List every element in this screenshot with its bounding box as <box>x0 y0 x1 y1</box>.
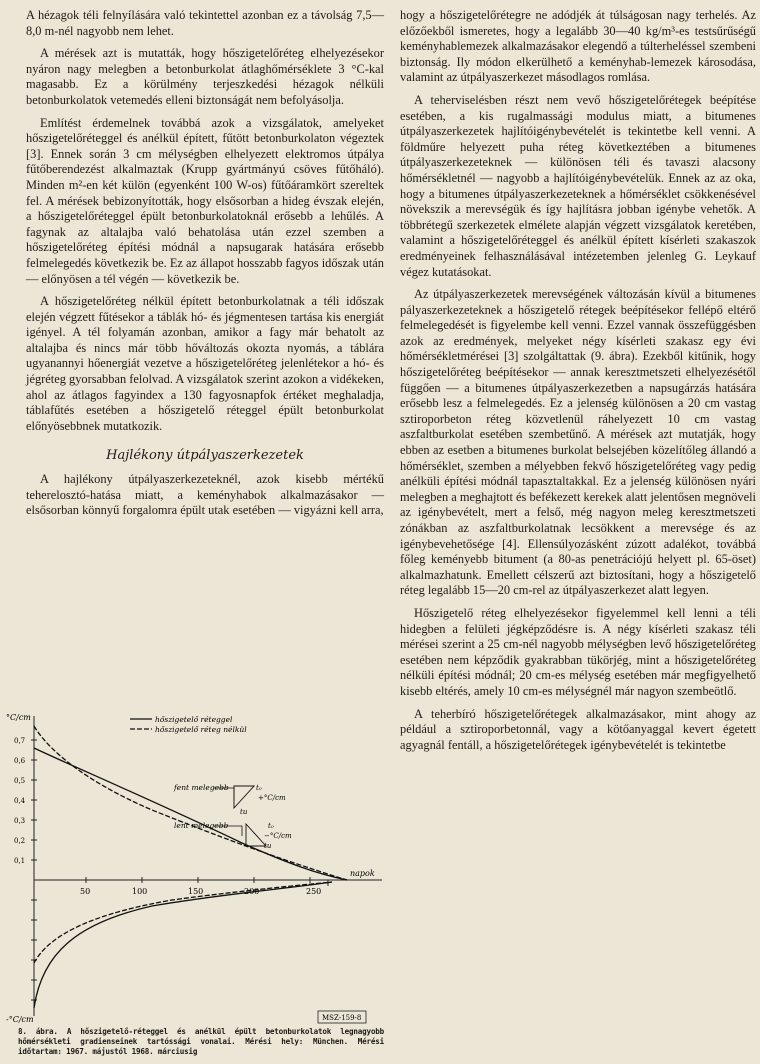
annotation-upper-warmer: fent melegebb <box>174 783 229 792</box>
paragraph: A teherviselésben részt nem vevő hőszigetelőrétegek beépítése esetében, a kis rugalmassági modulus miatt, a bitumenes útpályaszerkezetek hajlítóigénybevételét is tekintetbe kell venni. A földműre helyezett puha réteg következtében a bitumenes útpályaszerkezeteknek — különösen téli és tavaszi alacsony hőmérsékletnél — nagyobb a hajlítóigénybevételük. Ennek az az oka, hogy a bitumenes útpályaszerkezeteknek a hőmérséklet csökkenésével növekszik a merevségük és így hajlításra jobban igénybe vehetők. A többrétegű szerkezetek elmélete alapján végzett vizsgálatok keretében, valamint a hőszigetelőréteggel és anélkül épített kísérleti szakaszok eredményeinek felhasználásával intézetemben jelenleg G. Leykauf végez kutatásokat. <box>400 92 756 279</box>
paragraph: Az útpályaszerkezetek merevségének változásán kívül a bitumenes pályaszerkezeteknek a hőszigetelő rétegek beépítésekor fellépő eltérő felmelegedését is figyelembe kell venni. Ezzel vannak összefüggésben azok az eredmények, melyeket négy kísérleti szakasz egy évi hőmérsékletmérései [3] szolgáltattak (9. ábra). Ezekből kitűnik, hogy hőszigetelőréteg beépítésekor — annak keresztmetszeti elhelyezésétől függően — a bitumenes útpályaszerkezetben a napsugárzás hatására erősebb lesz a felmelegedés. Ez a jelenség különösen a 20 cm vastag sztiroporbeton réteg közvetlenül ráhelyezett 10 cm vastag aszfaltburkolat esetében szembetűnő. A mérések azt mutatják, hogy ebben az esetben a bitumenes burkolat belsejében közelítőleg állandó a hőmérséklet, szemben a mélyebben fekvő hőszigetelőréteg vagy pedig anélküli építési módnál tapasztaltakkal. Ez a jelenség különösen nyári melegben a meghajtott és befékezett kerekek alatt jelentősen megnöveli az igénybevételt, mert a felső, még nagyon meleg keresztmetszeti zónákban az aszfaltburkolatnak lecsökkent a merevsége és az igénybevehetősége [4]. Ellensúlyozásként zúzott adalékot, továbbá főleg keményebb bitument (a 80-as penetrációjú helyett pl. 65-öset) alkalmazhatunk. Emellett célszerű azt biztosítani, hogy a hőszigetelő réteg legalább 15—20 cm-rel az útpályaszerkezet alatt legyen. <box>400 287 756 598</box>
annotation-lower-warmer: lent melegebb <box>174 821 229 830</box>
paragraph: Hőszigetelő réteg elhelyezésekor figyelemmel kell lenni a téli hidegben a felületi jégképződésre is. A négy kísérleti szakasz téli mérései szerint a 25 cm-nél nagyobb mélységben levő hőszigetelőréteg esetében nem képződik gyakrabban tükörjég, mint a hőszigetelőréteg nélküli építési módnál; 20 cm-es mélység esetében már megfigyelhető kisebb eltérés, amely 10 cm-es mélységnél már nagyon szembeötlő. <box>400 605 756 698</box>
section-heading: Hajlékony útpályaszerkezetek <box>106 448 304 464</box>
x-tick-label: 100 <box>132 887 148 896</box>
mark-label: t₀ <box>256 784 262 792</box>
triangle-icon <box>246 824 266 846</box>
mark-label: −°C/cm <box>264 832 292 840</box>
curve-without-insulation-positive <box>34 726 347 880</box>
x-tick-label: 250 <box>306 887 322 896</box>
left-column <box>26 8 384 526</box>
paragraph: Említést érdemelnek továbbá azok a vizsgálatok, amelyeket hőszigetelőréteggel és anélkül épített, fűtött betonburkolaton végeztek [3]. Ennek során 3 cm mélységben elhelyezett elektromos útpálya fűtőberendezést alkalmaztak (Krupp gyártmányú csöves fűtőháló). Minden m²-en két külön (egyenként 100 W-os) fűtőáramkört szereltek fel. A mérések bebizonyították, hogy elsősorban a hideg évszak elején, a hőszigetelőréteggel épült betonburkolatoknál erősebb a lehűlés. A fagynak az altalajba való behatolása után ezzel szemben a hőszigetelőréteg építési módnál a napsugarak hatására erősebb felmelegedés következik be. Ez az állapot hosszabb fagyos időszak után — előnyösen a tél végén — következik be. <box>26 115 384 286</box>
paragraph: A hajlékony útpályaszerkezeteknél, azok kisebb mértékű teherelosztó-hatása miatt, a keményhabok alkalmazásakor — elsősorban könnyű forgalomra épült utak esetében — vigyázni kell arra, <box>26 472 384 518</box>
y-tick-label: 0,3 <box>14 817 26 825</box>
triangle-icon <box>234 786 254 808</box>
right-column <box>400 8 756 760</box>
paragraph: A teherbíró hőszigetelőrétegek alkalmazásakor, mint ahogy az például a sztiroporbetonnál, vagy a kötőanyaggal kevert égetett agyagnál fentáll, a hőszigetelőrétegek igénybevételét is tekintetbe <box>400 706 756 752</box>
paragraph: A hőszigetelőréteg nélkül épített betonburkolatnak a téli időszak elején végzett fűtésekor a táblák hó- és jégmentesen tartása kis energiát igényel. A tél folyamán azonban, amikor a fagy már behatolt az altalajba és nincs már több hőváltozás okozta nyomás, a táblára ugyanannyi hőenergiát vezetve a hőszigetelőréteg jelenlétekor a hó- és jégréteg gyorsabban felolvad. A vizsgálatok szerint azokon a vidékeken, ahol az átlagos fagyindex a 130 fagyosnapfok értéket meghaladja, táblafűtés esetében a hőszigetelő réteggel épült betonburkolat előnyösebbnek mutatkozik. <box>26 294 384 433</box>
figure-caption: 8. ábra. A hőszigetelő-réteggel és anélkül épült betonburkolatok legnagyobb hőmérsékleti gradienseinek tartóssági vonalai. Mérési hely: München. Mérési időtartam: 1967. májustól 1968. márciusig <box>18 1027 384 1056</box>
paragraph: A mérések azt is mutatták, hogy hőszigetelőréteg elhelyezésekor nyáron nagy melegben a betonburkolat átlaghőmérséklete 3 °C-kal magasabb. Ez a körülmény terjeszkedési hézagok nélküli betonburkolatok vetemedés elleni biztonságát nem befolyásolja. <box>26 46 384 107</box>
y-tick-label: 0,1 <box>14 857 26 865</box>
x-tick-label: 150 <box>188 887 204 896</box>
y-axis-label: °C/cm <box>6 713 31 722</box>
y-tick-label: 0,2 <box>14 837 26 845</box>
figure-stamp-text: MSZ-159-8 <box>322 1014 362 1022</box>
y-tick-label: 0,4 <box>14 797 26 805</box>
mark-label: t₀ <box>268 822 274 830</box>
y-tick-label: 0,7 <box>14 737 26 745</box>
legend-label: hőszigetelő réteggel <box>155 715 233 724</box>
mark-label: +°C/cm <box>258 794 286 802</box>
x-axis-unit: napok <box>350 869 375 878</box>
legend-label: hőszigetelő réteg nélkül <box>155 725 247 734</box>
curve-with-insulation-negative <box>34 882 332 1008</box>
figure-8 <box>2 708 386 1026</box>
y-tick-label: 0,6 <box>14 757 26 765</box>
paragraph: hogy a hőszigetelőrétegre ne adódjék át túlságosan nagy terhelés. Az előzőekből ismeretes, hogy a legalább 30—40 kg/m³-es testsűrűségű keményhablemezek alkalmazásakor elegendő a túlterheléssel szembeni biztonság. Ily módon elkerülhető a keményhab-lemezek károsodása, valamint az útpályaszerkezet másodlagos romlása. <box>400 8 756 85</box>
x-tick-label: 200 <box>244 887 260 896</box>
curve-with-insulation-positive <box>34 748 347 880</box>
curve-without-insulation-negative <box>34 882 332 963</box>
y-tick-label: 0,5 <box>14 777 26 785</box>
gradient-chart <box>2 708 386 1026</box>
paragraph: A hézagok téli felnyílására való tekintettel azonban ez a távolság 7,5—8,0 m-nél nagyobb nem lehet. <box>26 8 384 38</box>
mark-label: tu <box>240 808 248 816</box>
x-tick-label: 50 <box>80 887 91 896</box>
mark-label: tu <box>264 842 272 850</box>
y-axis-label-negative: -°C/cm <box>6 1015 34 1024</box>
